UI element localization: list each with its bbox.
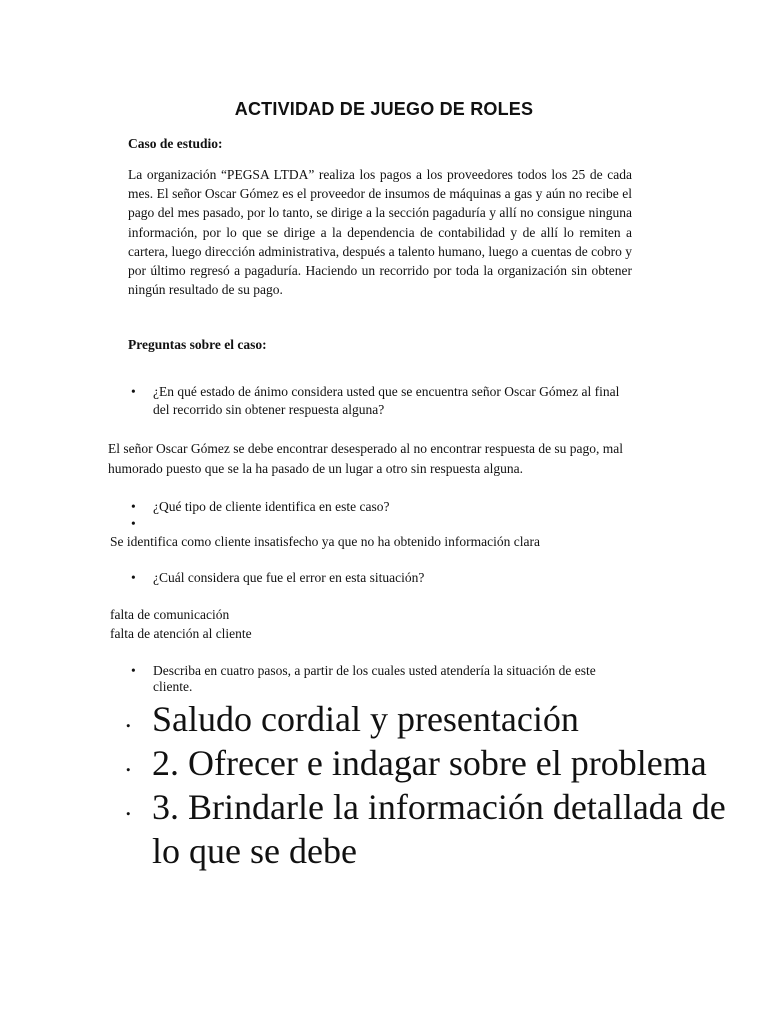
question-3-text: ¿Cuál considera que fue el error en esta situación? bbox=[153, 570, 425, 585]
document-title: ACTIVIDAD DE JUEGO DE ROLES bbox=[234, 99, 534, 119]
bullet-icon: • bbox=[131, 516, 136, 531]
step-bullet-icon: . bbox=[125, 748, 132, 777]
bullet-icon: • bbox=[131, 663, 136, 678]
steps-list bbox=[125, 697, 745, 873]
step-item bbox=[125, 785, 745, 873]
step-item bbox=[125, 741, 745, 785]
step-item bbox=[125, 697, 745, 741]
step-text: 2. Ofrecer e indagar sobre el problema bbox=[152, 743, 707, 783]
answer-3-line-1: falta de comunicación bbox=[110, 607, 230, 622]
questions-heading: Preguntas sobre el caso: bbox=[128, 337, 267, 352]
answer-1: El señor Oscar Gómez se debe encontrar desesperado al no encontrar respuesta de su pago, mal humorado puesto que se la ha pasado de un lugar a otro sin respuesta alguna. bbox=[108, 441, 624, 476]
answer-2: Se identifica como cliente insatisfecho ya que no ha obtenido información clara bbox=[110, 534, 540, 549]
bullet-icon: • bbox=[131, 384, 136, 399]
bullet-icon: • bbox=[131, 570, 136, 585]
question-1-text: ¿En qué estado de ánimo considera usted que se encuentra señor Oscar Gómez al final del recorrido sin obtener respuesta alguna? bbox=[153, 384, 620, 417]
question-2-text: ¿Qué tipo de cliente identifica en este caso? bbox=[153, 499, 390, 514]
bullet-icon: • bbox=[131, 499, 136, 514]
step-bullet-icon: . bbox=[125, 704, 132, 733]
answer-3-line-2: falta de atención al cliente bbox=[110, 626, 252, 641]
question-4-text: Describa en cuatro pasos, a partir de los cuales usted atendería la situación de este cliente. bbox=[153, 663, 596, 694]
step-text: Saludo cordial y presentación bbox=[152, 699, 579, 739]
step-text: 3. Brindarle la información detallada de lo que se debe bbox=[152, 787, 726, 871]
step-bullet-icon: . bbox=[125, 792, 132, 821]
case-paragraph: La organización “PEGSA LTDA” realiza los pagos a los proveedores todos los 25 de cada mes. El señor Oscar Gómez es el proveedor de insumos de máquinas a gas y aún no recibe el pago del mes pasado, por lo tanto, se dirige a la sección pagaduría y allí no consigue ninguna información, por lo que se dirige a la dependencia de contabilidad y de allí lo remiten a cartera, luego dirección administrativa, después a talento humano, luego a cuentas de cobro y por último regresó a pagaduría. Haciendo un recorrido por toda la organización sin obtener ningún resultado de su pago. bbox=[128, 167, 632, 298]
case-heading: Caso de estudio: bbox=[128, 136, 223, 151]
